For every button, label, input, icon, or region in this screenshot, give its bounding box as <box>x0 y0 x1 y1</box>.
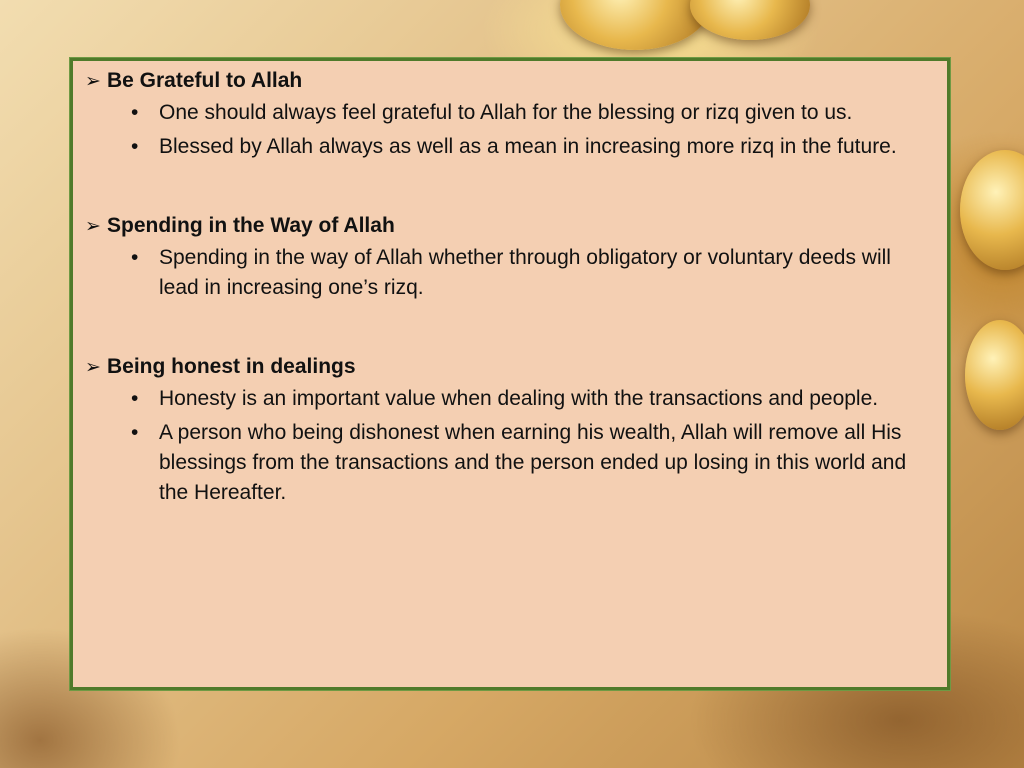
coin-decoration <box>965 320 1024 430</box>
list-item-text: One should always feel grateful to Allah for the blessing or rizq given to us. <box>159 101 853 124</box>
content-panel <box>70 58 950 690</box>
heading-text: Spending in the Way of Allah <box>107 214 395 237</box>
coin-decoration <box>560 0 710 50</box>
section-spending <box>85 212 927 303</box>
coin-decoration <box>690 0 810 40</box>
dot-bullet-icon: • <box>131 387 139 410</box>
dot-bullet-icon: • <box>131 101 139 124</box>
list-item <box>85 384 927 414</box>
list-item-text: Spending in the way of Allah whether through obligatory or voluntary deeds will lead in increasing one’s rizq. <box>159 246 891 299</box>
list-item <box>85 98 927 128</box>
list-item <box>85 132 927 162</box>
arrow-bullet-icon: ➢ <box>85 216 101 237</box>
heading-text: Be Grateful to Allah <box>107 69 303 92</box>
dot-bullet-icon: • <box>131 421 139 444</box>
bullet-list <box>85 98 927 162</box>
section-heading <box>85 67 927 96</box>
dot-bullet-icon: • <box>131 246 139 269</box>
section-honesty <box>85 353 927 508</box>
bullet-list <box>85 243 927 303</box>
section-heading <box>85 353 927 382</box>
dot-bullet-icon: • <box>131 135 139 158</box>
arrow-bullet-icon: ➢ <box>85 357 101 378</box>
section-spacer <box>85 307 927 353</box>
list-item <box>85 243 927 303</box>
arrow-bullet-icon: ➢ <box>85 71 101 92</box>
section-heading <box>85 212 927 241</box>
heading-text: Being honest in dealings <box>107 355 356 378</box>
list-item-text: A person who being dishonest when earning his wealth, Allah will remove all His blessings from the transactions and the person ended up losing in this world and the Hereafter. <box>159 421 907 504</box>
coin-decoration <box>960 150 1024 270</box>
section-grateful <box>85 67 927 162</box>
list-item-text: Honesty is an important value when dealing with the transactions and people. <box>159 387 879 410</box>
section-spacer <box>85 166 927 212</box>
list-item <box>85 418 927 508</box>
bullet-list <box>85 384 927 508</box>
list-item-text: Blessed by Allah always as well as a mean in increasing more rizq in the future. <box>159 135 897 158</box>
